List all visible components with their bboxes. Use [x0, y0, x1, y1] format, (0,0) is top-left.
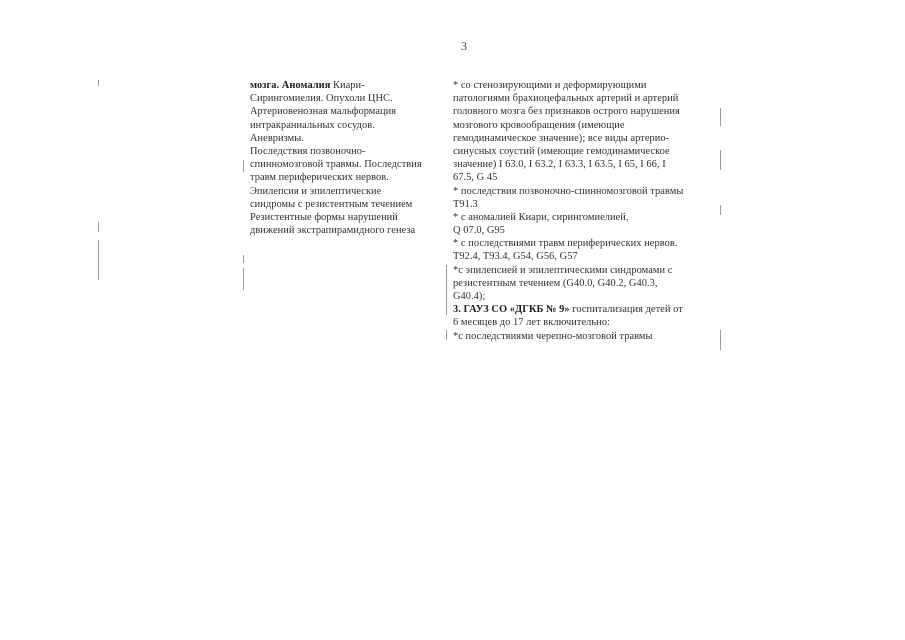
text-line: [250, 79, 450, 92]
scan-border-mark: [446, 330, 447, 340]
line-text: гемодинамическое значение); все виды артерио-: [453, 132, 670, 144]
scan-border-mark: [98, 222, 99, 232]
line-text: T91.3: [453, 198, 478, 210]
scan-border-mark: [243, 268, 244, 290]
text-line: [453, 250, 723, 263]
line-text: Киари-: [330, 80, 365, 91]
text-line: [453, 132, 723, 145]
line-text: *с эпилепсией и эпилептическими синдромами с: [453, 264, 673, 276]
text-line: [250, 224, 450, 237]
text-line: [453, 105, 723, 118]
line-text: * с аномалией Киари, сирингомиелией,: [453, 211, 629, 223]
left-column-text: [250, 79, 450, 237]
line-text: * последствия позвоночно-спинномозговой травмы: [453, 185, 684, 197]
text-line: [453, 264, 723, 277]
text-line: [453, 316, 723, 329]
text-line: [453, 330, 723, 343]
text-line: [250, 158, 450, 171]
line-text: * со стенозирующими и деформирующими: [453, 80, 647, 91]
text-line: [453, 171, 723, 184]
scan-border-mark: [446, 265, 447, 315]
line-text: *с последствиями черепно-мозговой травмы: [453, 330, 653, 342]
line-text: травм периферических нервов.: [250, 172, 389, 184]
text-line: [250, 105, 450, 118]
text-line: [453, 119, 723, 132]
bold-text: 3. ГАУЗ СО «ДГКБ № 9»: [453, 304, 570, 316]
line-text: госпитализация детей от: [569, 304, 683, 316]
line-text: 67.5, G 45: [453, 172, 498, 184]
text-line: [250, 119, 450, 132]
line-text: синдромы с резистентным течением: [250, 198, 413, 210]
line-text: Q 07.0, G95: [453, 225, 505, 237]
scan-border-mark: [98, 240, 99, 280]
text-line: [453, 185, 723, 198]
line-text: Эпилепсия и эпилептические: [250, 185, 382, 197]
text-line: [453, 79, 723, 92]
line-text: движений экстрапирамидного генеза: [250, 225, 416, 237]
text-line: [250, 92, 450, 105]
text-line: [453, 224, 723, 237]
text-line: [250, 185, 450, 198]
text-line: [250, 145, 450, 158]
text-line: [453, 198, 723, 211]
line-text: синусных соустий (имеющие гемодинамическое: [453, 145, 670, 157]
line-text: спинномозговой травмы. Последствия: [250, 159, 422, 171]
line-text: Сирингомиелия. Опухоли ЦНС.: [250, 93, 393, 105]
line-text: 6 месяцев до 17 лет включительно:: [453, 317, 610, 329]
scan-border-mark: [243, 255, 244, 263]
text-line: [453, 211, 723, 224]
line-text: G40.4);: [453, 291, 486, 302]
scan-border-mark: [98, 80, 99, 86]
line-text: головного мозга без признаков острого нарушения: [453, 106, 680, 118]
scan-border-mark: [243, 160, 244, 172]
text-line: [250, 198, 450, 211]
line-text: Артериовенозная мальформация: [250, 106, 397, 118]
text-line: [453, 303, 723, 316]
text-line: [250, 132, 450, 145]
line-text: резистентным течением (G40.0, G40.2, G40.3,: [453, 277, 658, 289]
text-line: [453, 237, 723, 250]
text-line: [250, 171, 450, 184]
right-column-text: [453, 79, 723, 343]
text-line: [453, 145, 723, 158]
text-line: [453, 158, 723, 171]
bold-text: мозга. Аномалия: [250, 80, 331, 91]
page-number: 3: [461, 39, 467, 53]
text-line: [453, 277, 723, 290]
text-line: [250, 211, 450, 224]
line-text: Аневризмы.: [250, 132, 304, 144]
line-text: Резистентные формы нарушений: [250, 211, 398, 223]
line-text: Последствия позвоночно-: [250, 145, 366, 157]
line-text: мозгового кровообращения (имеющие: [453, 119, 625, 131]
line-text: патологиями брахиоцефальных артерий и артерий: [453, 93, 679, 105]
line-text: интракраниальных сосудов.: [250, 119, 375, 131]
line-text: значение) I 63.0, I 63.2, I 63.3, I 63.5, I 65, I 66, I: [453, 159, 666, 171]
text-line: [453, 92, 723, 105]
line-text: * с последствиями травм периферических нервов.: [453, 238, 678, 250]
line-text: T92.4, T93.4, G54, G56, G57: [453, 251, 578, 263]
text-line: [453, 290, 723, 303]
